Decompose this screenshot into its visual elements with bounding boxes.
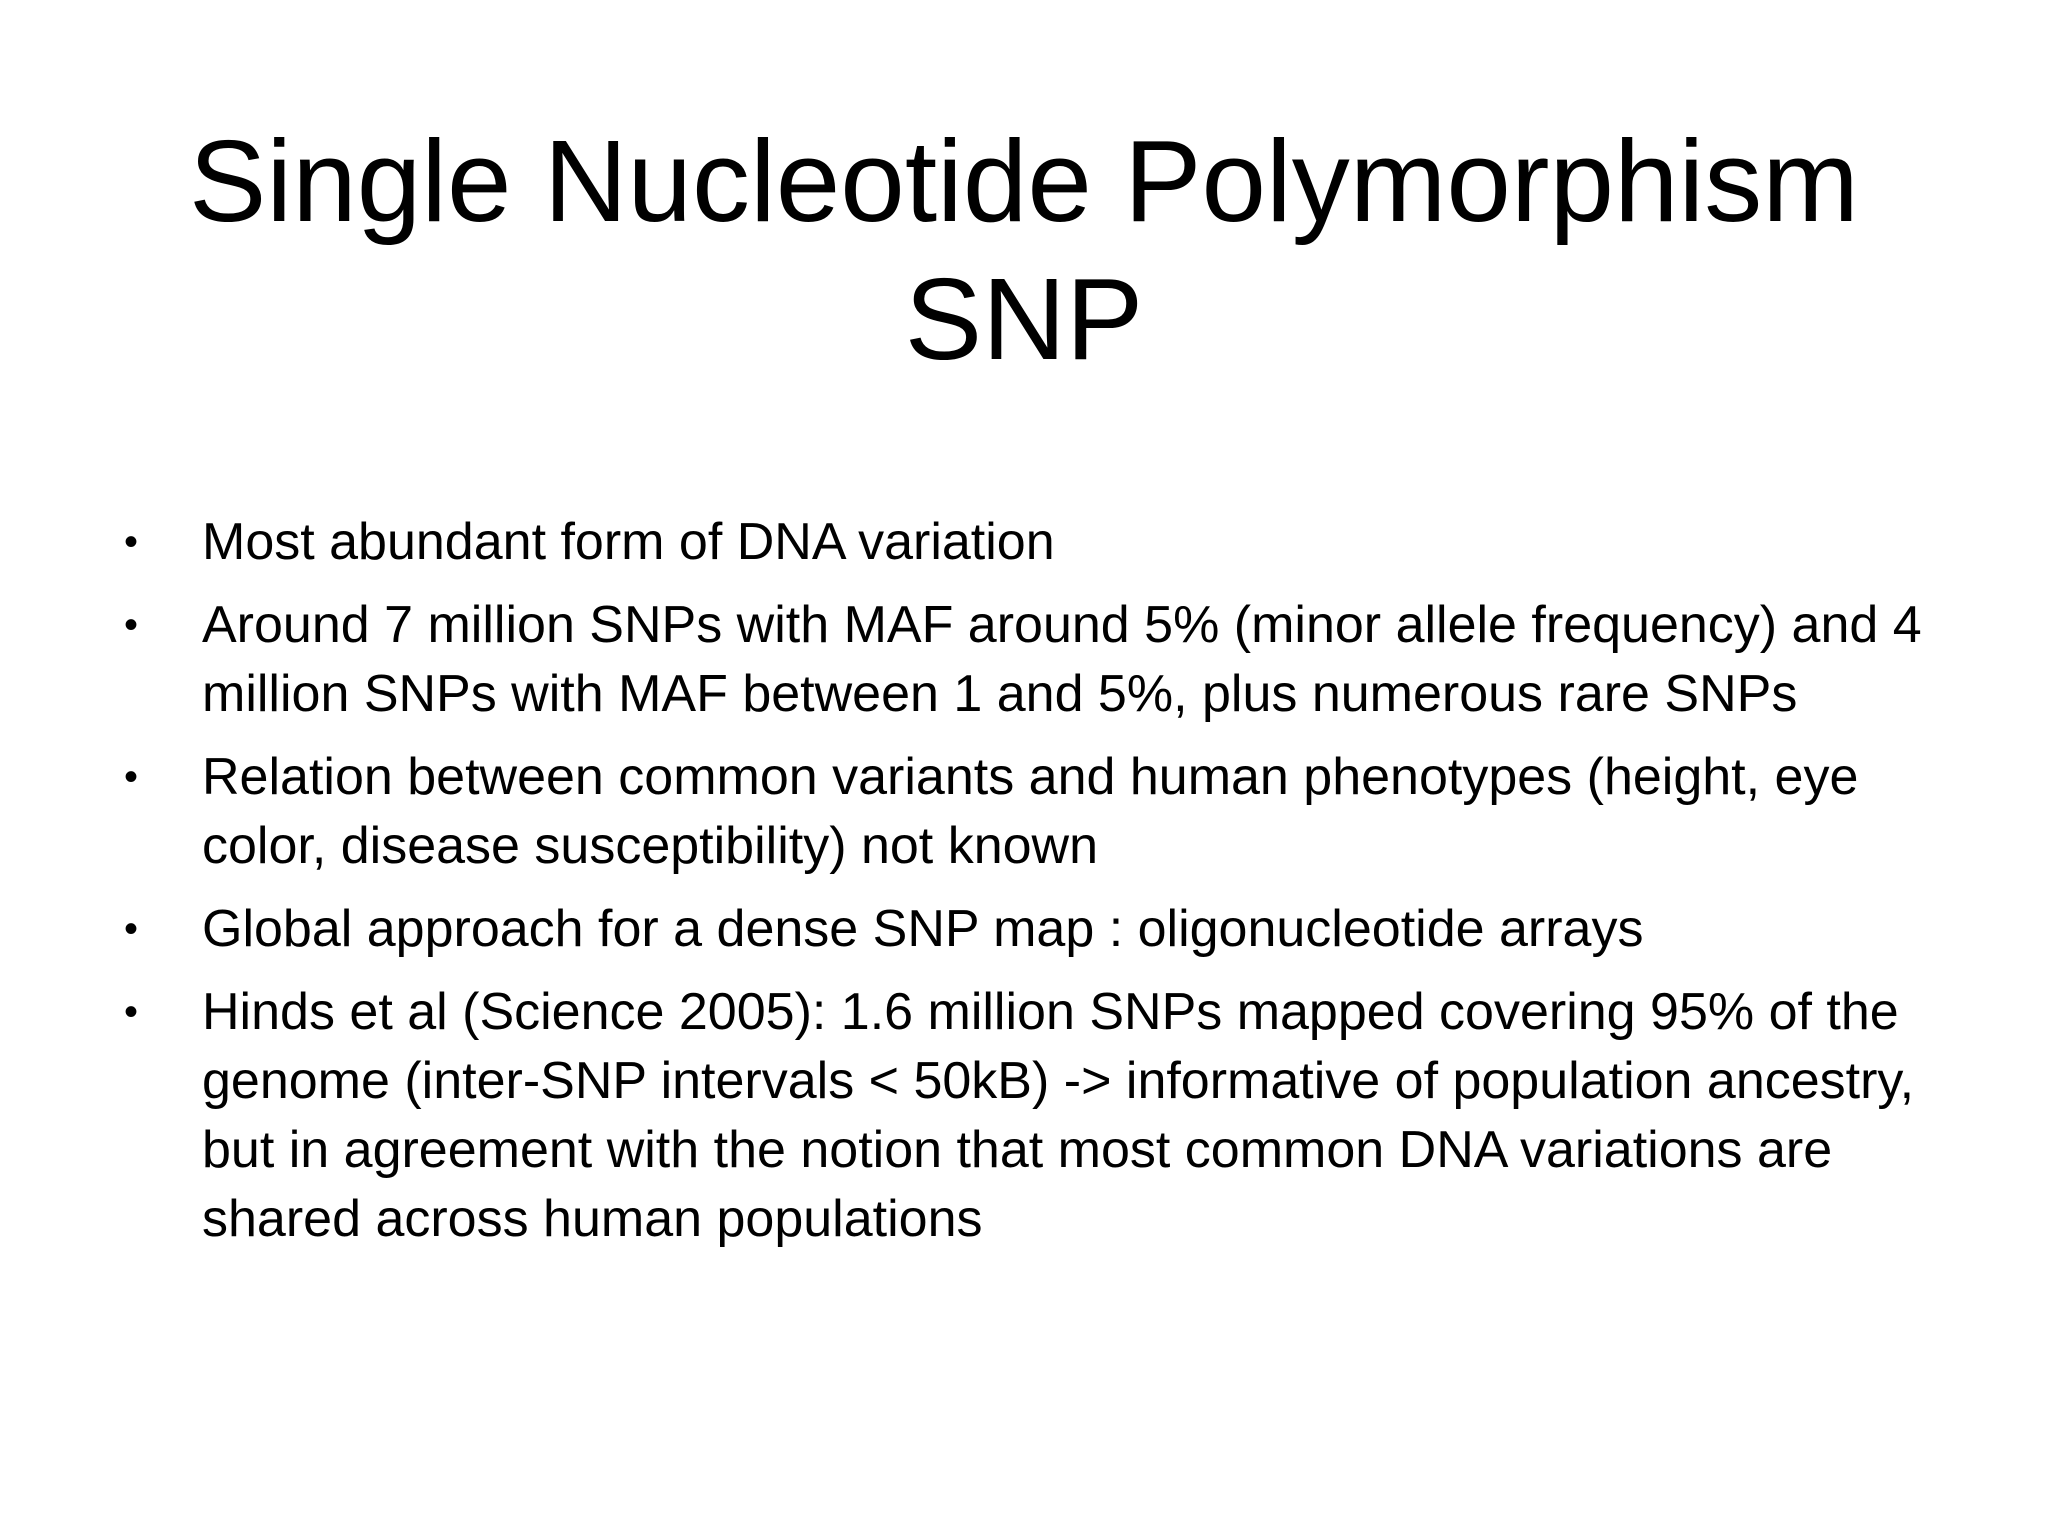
bullet-icon: • <box>124 990 139 1034</box>
bullet-item <box>118 508 1958 577</box>
bullet-text: Around 7 million SNPs with MAF around 5% (minor allele frequency) and 4 million SNPs with MAF between 1 and 5%, plus numerous rare SNPs <box>202 596 1922 723</box>
bullet-list <box>118 508 1958 1268</box>
bullet-icon: • <box>124 755 139 799</box>
bullet-item <box>118 591 1958 729</box>
bullet-icon: • <box>124 520 139 564</box>
bullet-item <box>118 895 1958 964</box>
slide-title-line-1: Single Nucleotide Polymorphism <box>189 116 1859 246</box>
bullet-item <box>118 743 1958 881</box>
bullet-item <box>118 978 1958 1254</box>
bullet-text: Global approach for a dense SNP map : oligonucleotide arrays <box>202 900 1644 958</box>
bullet-text: Relation between common variants and human phenotypes (height, eye color, disease susceptibility) not known <box>202 748 1859 875</box>
bullet-icon: • <box>124 603 139 647</box>
bullet-text: Most abundant form of DNA variation <box>202 513 1055 571</box>
bullet-text: Hinds et al (Science 2005): 1.6 million SNPs mapped covering 95% of the genome (inter-SNP intervals < 50kB) -> informative of population ancestry, but in agreement with the notion that most common DNA variations are shared across human populations <box>202 983 1915 1248</box>
slide-title-line-2: SNP <box>904 254 1144 384</box>
bullet-icon: • <box>124 907 139 951</box>
slide-title <box>0 112 2048 388</box>
